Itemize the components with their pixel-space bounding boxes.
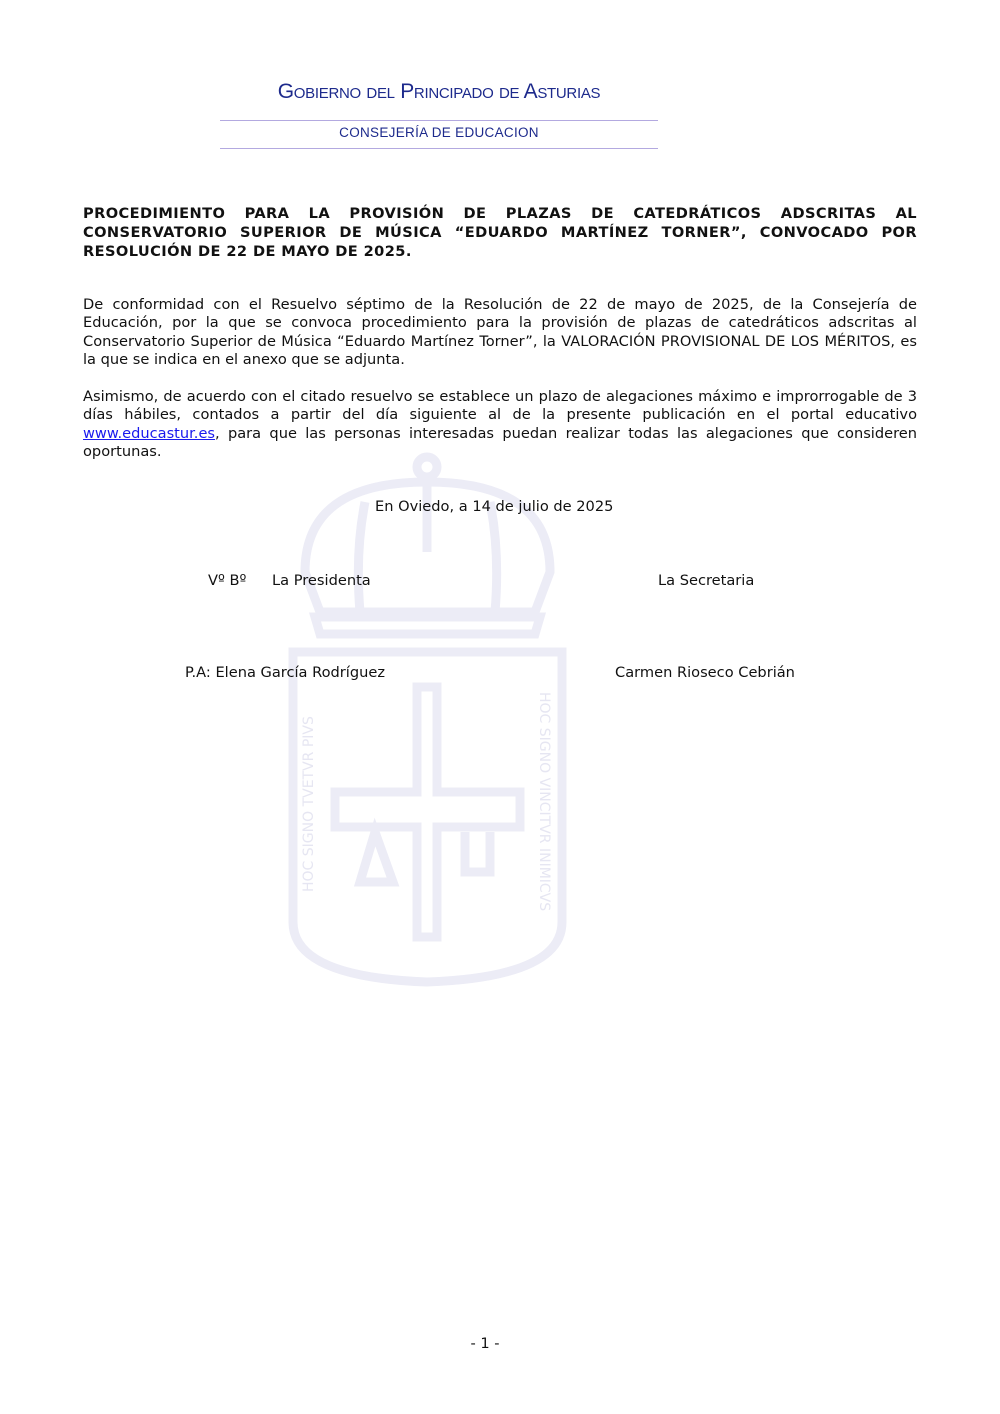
paragraph-allegations	[83, 388, 917, 461]
header-rule-bottom	[220, 148, 658, 149]
secretary-name: Carmen Rioseco Cebrián	[615, 664, 795, 681]
educastur-link[interactable]: www.educastur.es	[83, 424, 216, 442]
president-role: La Presidenta	[272, 572, 371, 589]
vobo-label: Vº Bº	[208, 572, 247, 589]
department-header: CONSEJERÍA DE EDUCACION	[339, 125, 539, 140]
paragraph-resolution: De conformidad con el Resuelvo séptimo de la Resolución de 22 de mayo de 2025, de la Consejería de Educación, por la que se convoca procedimiento para la provisión de plazas de catedráticos adscritas al Conservatorio Superior de Música “Eduardo Martínez Torner”, la VALORACIÓN PROVISIONAL DE LOS MÉRITOS, es la que se indica en el anexo que se adjunta.	[83, 296, 917, 368]
svg-text:HOC SIGNO VINCITVR INIMICVS: HOC SIGNO VINCITVR INIMICVS	[536, 692, 552, 912]
paragraph-text: Asimismo, de acuerdo con el citado resuelvo se establece un plazo de alegaciones máximo e improrrogable de 3 días hábiles, contados a partir del día siguiente al de la presente publicación en el portal educativo	[83, 388, 917, 424]
page-number: - 1 -	[470, 1335, 500, 1352]
government-header: Gobierno del Principado de Asturias	[277, 80, 601, 103]
place-date: En Oviedo, a 14 de julio de 2025	[375, 498, 614, 515]
paragraph-text: , para que las personas interesadas puedan realizar todas las alegaciones que consideren oportunas.	[83, 424, 917, 460]
svg-text:HOC SIGNO TVETVR PIVS: HOC SIGNO TVETVR PIVS	[301, 716, 317, 892]
president-name: P.A: Elena García Rodríguez	[185, 664, 386, 681]
header-rule-top	[220, 120, 658, 121]
document-title: PROCEDIMIENTO PARA LA PROVISIÓN DE PLAZAS DE CATEDRÁTICOS ADSCRITAS AL CONSERVATORIO SUPERIOR DE MÚSICA “EDUARDO MARTÍNEZ TORNER”, CONVOCADO POR RESOLUCIÓN DE 22 DE MAYO DE 2025.	[83, 205, 917, 260]
asturias-coat-of-arms-watermark	[285, 452, 570, 987]
secretary-role: La Secretaria	[658, 572, 755, 589]
